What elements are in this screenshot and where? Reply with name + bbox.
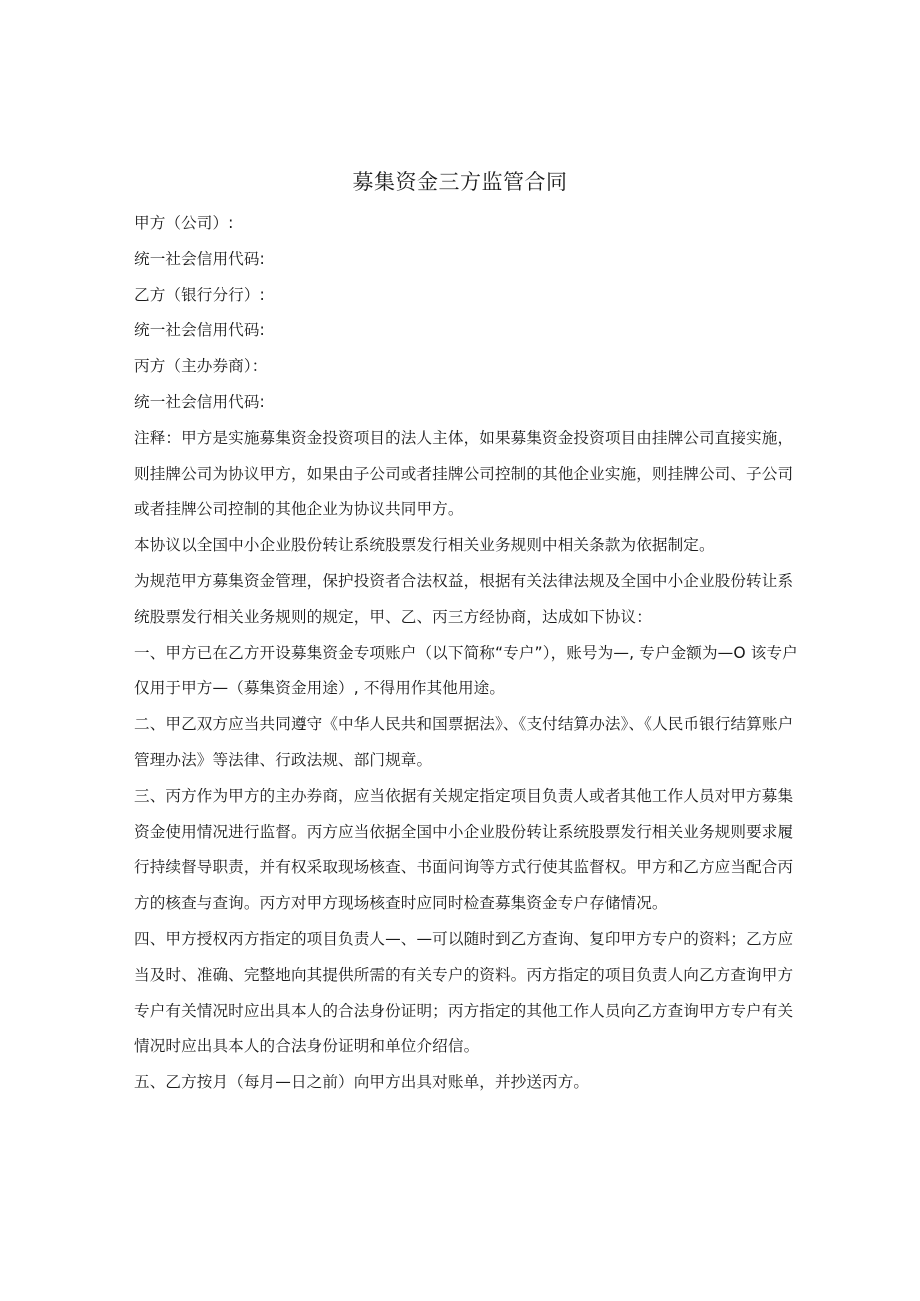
basis-paragraph: 本协议以全国中小企业股份转让系统股票发行相关业务规则中相关条款为依据制定。: [134, 536, 715, 555]
clause-2: 二、甲乙双方应当共同遵守《中华人民共和国票据法》、《支付结算办法》、《人民币银行结算账户管理办法》等法律、行政法规、部门规章。: [134, 715, 794, 769]
contract-body: [134, 206, 798, 1101]
party-a-line: 甲方（公司）:: [134, 214, 234, 232]
party-b-credit-code-line: 统一社会信用代码:: [134, 321, 265, 340]
party-a-credit-code-line: 统一社会信用代码:: [134, 249, 265, 268]
contract-title: 募集资金三方监管合同: [352, 170, 568, 194]
party-b-line: 乙方（银行分行）:: [134, 285, 265, 304]
party-c-line: 丙方（主办券商）：: [134, 357, 268, 376]
preamble-paragraph: 为规范甲方募集资金管理，保护投资者合法权益，根据有关法律法规及全国中小企业股份转让系统股票发行相关业务规则的规定，甲、乙、丙三方经协商，达成如下协议：: [134, 571, 794, 626]
clause-5: 五、乙方按月（每月—日之前）向甲方出具对账单，并抄送丙方。: [134, 1073, 590, 1092]
note-paragraph: 注释：甲方是实施募集资金投资项目的法人主体，如果募集资金投资项目由挂牌公司直接实施，则挂牌公司为协议甲方，如果由子公司或者挂牌公司控制的其他企业实施，则挂牌公司、子公司或者挂牌公司控制的其他企业为协议共同甲方。: [134, 428, 794, 519]
clause-1: 一、甲方已在乙方开设募集资金专项账户（以下简称“专户”），账号为—, 专户金额为—O 该专户仅用于甲方—（募集资金用途）, 不得用作其他用途。: [134, 643, 798, 698]
party-c-credit-code-line: 统一社会信用代码:: [134, 392, 265, 411]
clause-3: 三、丙方作为甲方的主办券商，应当依据有关规定指定项目负责人或者其他工作人员对甲方募集资金使用情况进行监督。丙方应当依据全国中小企业股份转让系统股票发行相关业务规则要求履行持续督导职责，并有权采取现场核查、书面问询等方式行使其监督权。甲方和乙方应当配合丙方的核查与查询。丙方对甲方现场核查时应同时检查募集资金专户存储情况。: [134, 786, 794, 913]
clause-4: 四、甲方授权丙方指定的项目负责人—、—可以随时到乙方查询、复印甲方专户的资料；乙方应当及时、准确、完整地向其提供所需的有关专户的资料。丙方指定的项目负责人向乙方查询甲方专户有关情况时应出具本人的合法身份证明；丙方指定的其他工作人员向乙方查询甲方专户有关情况时应出具本人的合法身份证明和单位介绍信。: [134, 929, 794, 1056]
